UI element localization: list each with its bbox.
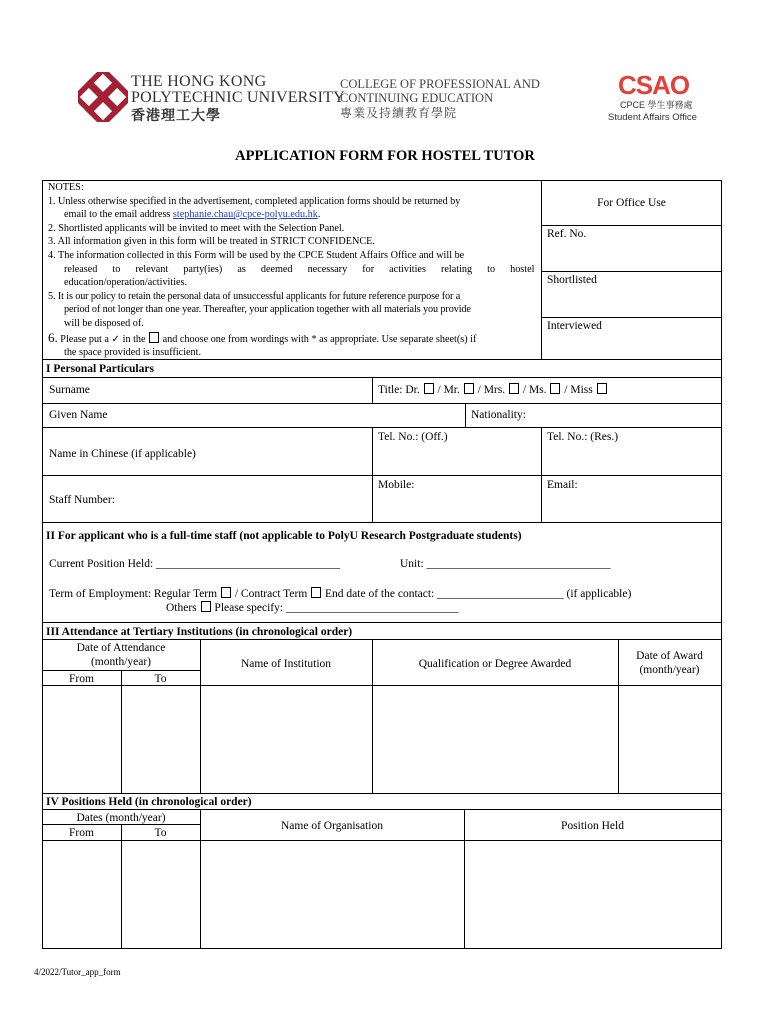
page-title: APPLICATION FORM FOR HOSTEL TUTOR [235,148,535,164]
term-end-date-label: End date of the contact: ______________________ (if applicable) [325,588,632,600]
attendance-from-header: From [69,673,94,685]
note-6-text-b: in the [122,333,146,345]
title-field[interactable] [378,383,608,397]
office-interviewed: Interviewed [547,320,602,332]
title-miss-label: / Miss [564,384,593,396]
mobile-label[interactable]: Mobile: [378,479,415,491]
note-1-suffix: . [317,209,321,221]
title-ms-label: / Ms. [522,384,547,396]
csao-logo [606,70,706,126]
staff-number-label[interactable]: Staff Number: [49,494,115,506]
section-1-heading: I Personal Particulars [46,363,154,375]
attendance-entry-area[interactable] [42,685,722,793]
term-specify-label: Please specify: ______________________________ [214,602,459,614]
note-4-line3: education/operation/activities. [64,277,188,289]
note-1-prefix: email to the email address [64,209,173,221]
notes-heading: NOTES: [48,182,84,193]
note-6-number: 6. [48,329,58,345]
positions-from-header: From [69,827,94,839]
checkbox-icon [149,332,159,343]
note-3: 3. All information given in this form will be treated in STRICT CONFIDENCE. [48,236,375,248]
cpce-name [340,77,540,121]
title-dr-label: Title: Dr. [378,384,420,396]
given-name-label[interactable]: Given Name [49,409,108,421]
note-4-line1: 4. The information collected in this Form will be used by the CPCE Student Affairs Office and will be [48,249,465,261]
note-4-line2: released to relevant party(ies) as deemed necessary for activities relating to hostel [64,263,535,275]
notes-block [44,181,538,360]
nationality-label[interactable]: Nationality: [471,409,526,421]
email-label[interactable]: Email: [547,479,578,491]
office-shortlisted: Shortlisted [547,274,597,286]
csao-logo-text: CSAO [618,70,690,100]
polyu-name-line2: POLYTECHNIC UNIVERSITY [131,89,345,106]
note-1-line1: 1. Unless otherwise specified in the advertisement, completed application forms should be returned by [48,195,461,207]
csao-line2: Student Affairs Office [608,112,697,123]
positions-dates-header: Dates (month/year) [76,812,166,824]
surname-label[interactable]: Surname [49,384,90,396]
term-others-field[interactable] [166,601,458,615]
cpce-name-zh: 專業及持續教育學院 [340,106,458,120]
office-ref-no: Ref. No. [547,228,587,240]
title-miss-checkbox[interactable] [597,383,607,394]
title-mrs-label: / Mrs. [477,384,506,396]
attendance-to-header: To [154,673,167,685]
note-5-line2: period of not longer than one year. Thereafter, your application together with all materials you provide [64,304,471,316]
position-held-header: Position Held [561,820,624,832]
term-contract-label: / Contract Term [234,588,308,600]
polyu-logo [78,72,128,122]
checkmark-icon: ✓ [111,333,121,345]
note-6-line1 [44,331,538,347]
contact-email-link[interactable]: stephanie.chau@cpce-polyu.edu.hk [172,209,318,221]
cpce-name-line2: CONTINUING EDUCATION [340,91,494,105]
footer-form-code: 4/2022/Tutor_app_form [34,967,121,977]
cpce-name-line1: COLLEGE OF PROFESSIONAL AND [340,77,540,91]
note-6-line2: the space provided is insufficient. [64,347,202,359]
date-award-line1: Date of Award [636,650,703,662]
csao-line1: CPCE 學生事務處 [620,100,693,110]
tel-residence-label[interactable]: Tel. No.: (Res.) [547,431,619,443]
note-5-line3: will be disposed of. [64,317,144,329]
term-others-label: Others [166,602,197,614]
note-6-text-a: Please put a [60,333,109,345]
qualification-header: Qualification or Degree Awarded [418,658,572,670]
name-chinese-label[interactable]: Name in Chinese (if applicable) [49,448,196,460]
title-mr-checkbox[interactable] [464,383,474,394]
organisation-header: Name of Organisation [281,820,383,832]
term-contract-checkbox[interactable] [311,587,321,598]
institution-header: Name of Institution [240,658,332,670]
section-3-heading: III Attendance at Tertiary Institutions (in chronological order) [46,626,353,638]
note-2: 2. Shortlisted applicants will be invited to meet with the Selection Panel. [48,222,345,234]
current-position-field[interactable]: Current Position Held: ________________________________ [49,558,341,570]
tel-office-label[interactable]: Tel. No.: (Off.) [378,431,448,443]
polyu-emblem-icon [78,72,128,122]
office-use-heading: For Office Use [597,197,666,209]
title-mrs-checkbox[interactable] [509,383,519,394]
term-of-employment-field[interactable] [49,587,631,601]
title-dr-checkbox[interactable] [424,383,434,394]
note-5-line1: 5. It is our policy to retain the personal data of unsuccessful applicants for future reference purpose for a [48,290,461,302]
note-1-line2 [44,208,538,222]
positions-entry-area[interactable] [42,840,722,949]
polyu-name [131,74,345,124]
unit-field[interactable]: Unit: ________________________________ [400,558,611,570]
date-attendance-header [42,641,200,669]
term-regular-label: Term of Employment: Regular Term [49,588,218,600]
section-2-heading: II For applicant who is a full-time staff (not applicable to PolyU Research Postgraduate students) [46,530,522,542]
term-regular-checkbox[interactable] [221,587,231,598]
polyu-name-line1: THE HONG KONG [131,73,267,90]
date-attendance-line1: Date of Attendance [76,642,166,654]
title-ms-checkbox[interactable] [550,383,560,394]
section-4-heading: IV Positions Held (in chronological order) [46,796,252,808]
title-mr-label: / Mr. [437,384,460,396]
date-award-line2: (month/year) [639,664,700,676]
polyu-name-zh: 香港理工大學 [131,107,221,123]
term-others-checkbox[interactable] [201,601,211,612]
date-award-header [618,649,721,677]
positions-to-header: To [154,827,167,839]
note-6-text-c: and choose one from wordings with * as appropriate. Use separate sheet(s) if [162,333,477,345]
date-attendance-line2: (month/year) [90,656,152,668]
